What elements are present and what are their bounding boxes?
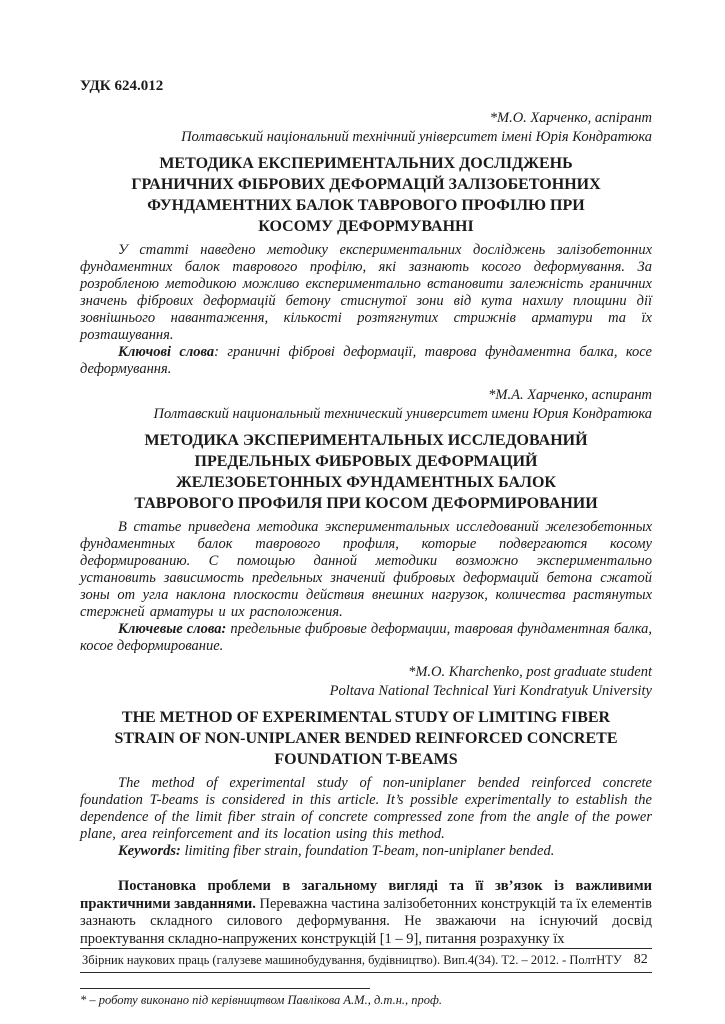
ua-author-line: *М.О. Харченко, аспірант — [489, 110, 652, 126]
journal-footer-bar — [80, 948, 652, 973]
footnote-area — [80, 988, 652, 1008]
en-author-line: *M.O. Kharchenko, post graduate student — [408, 664, 652, 680]
ua-title-line: МЕТОДИКА ЕКСПЕРИМЕНТАЛЬНИХ ДОСЛІДЖЕНЬ — [159, 155, 573, 172]
en-title-line: FOUNDATION T-BEAMS — [274, 751, 458, 768]
udc-code: УДК 624.012 — [80, 78, 164, 94]
ua-keywords-text: : граничні фіброві деформації, таврова фундаментна балка, косе деформування. — [80, 344, 652, 377]
footer-page-number: 82 — [633, 952, 648, 967]
footnote-text: * – роботу виконано під керівництвом Павлікова А.М., д.т.н., проф. — [80, 993, 443, 1007]
body-lead-bold: Постановка проблеми в загальному вигляді та її зв’язок із важливими практичними завданнями. — [80, 878, 652, 912]
body-paragraph — [80, 878, 652, 948]
ru-title-line: ТАВРОВОГО ПРОФИЛЯ ПРИ КОСОМ ДЕФОРМИРОВАНИИ — [134, 495, 598, 512]
ru-title-line: ПРЕДЕЛЬНЫХ ФИБРОВЫХ ДЕФОРМАЦИЙ — [194, 453, 538, 470]
ru-title-line: МЕТОДИКА ЭКСПЕРИМЕНТАЛЬНЫХ ИССЛЕДОВАНИЙ — [144, 432, 588, 449]
ru-affiliation-line: Полтавский национальный технический университет имени Юрия Кондратюка — [153, 406, 652, 422]
footer-journal-label: Збірник наукових праць (галузеве машинобудування, будівництво). Вип.4(34). Т2. – 2012. - ПолтНТУ — [82, 952, 622, 967]
page-bottom-group — [80, 948, 652, 1008]
ua-abstract: У статті наведено методику експериментальних досліджень залізобетонних фундаментних балок таврового профілю, які зазнають косого деформування. За розробленою методикою можливо експериментально встановити залежність граничних значень фібрових деформацій бетону стиснутої зони від кута нахилу площини дії зовнішнього навантаження, кількості розтягнутих стрижнів арматури та їх розташування. — [80, 242, 652, 343]
en-byline — [80, 663, 652, 701]
ru-keywords-text: предельные фибровые деформации, тавровая фундаментная балка, косое деформирование. — [80, 621, 652, 654]
en-title-line: STRAIN OF NON-UNIPLANER BENDED REINFORCED CONCRETE — [114, 730, 618, 747]
en-affiliation-line: Poltava National Technical Yuri Kondratyuk University — [329, 683, 652, 699]
ua-keywords — [80, 344, 652, 378]
ua-title-line: ГРАНИЧНИХ ФІБРОВИХ ДЕФОРМАЦІЙ ЗАЛІЗОБЕТОННИХ — [131, 176, 601, 193]
en-keywords — [80, 843, 652, 860]
ua-keywords-label: Ключові слова — [118, 344, 215, 360]
ua-title — [80, 153, 652, 237]
ru-byline — [80, 386, 652, 424]
ua-affiliation-line: Полтавський національний технічний університет імені Юрія Кондратюка — [181, 129, 652, 145]
en-keywords-label: Keywords: — [118, 843, 181, 859]
ru-abstract: В статье приведена методика экспериментальных исследований железобетонных фундаментных балок таврового профиля, которые подвергаются косому деформированию. С помощью данной методики возможно экспериментально установить зависимость предельных значений фибровых деформаций бетона сжатой зоны от угла наклона плоскости действия внешних нагрузок, количества растянутых стержней арматуры и их расположения. — [80, 519, 652, 620]
ru-keywords — [80, 621, 652, 655]
en-abstract: The method of experimental study of non-uniplaner bended reinforced concrete foundation T-beams is considered in this article. It’s possible experimentally to establish the dependence of the limit fiber strain of concrete compressed zone from the angle of the power plane, area reinforcement and its location using this method. — [80, 775, 652, 842]
ru-title — [80, 430, 652, 514]
ua-byline — [80, 109, 652, 147]
ru-keywords-label: Ключевые слова: — [118, 621, 227, 637]
footnote-separator — [80, 988, 370, 989]
body-text: Переважна частина залізобетонних конструкцій та їх елементів зазнають складного силового деформування. Не зважаючи на існуючий досвід проектування складно-напружених конструкцій [1 – 9], питання розрахунку їх — [80, 895, 652, 947]
en-title — [80, 707, 652, 770]
en-keywords-text: limiting fiber strain, foundation T-beam, non-uniplaner bended. — [180, 843, 555, 859]
ru-title-line: ЖЕЛЕЗОБЕТОННЫХ ФУНДАМЕНТНЫХ БАЛОК — [175, 474, 557, 491]
ru-author-line: *М.А. Харченко, аспирант — [488, 387, 652, 403]
ua-title-line: КОСОМУ ДЕФОРМУВАННІ — [258, 218, 474, 235]
ua-title-line: ФУНДАМЕНТНИХ БАЛОК ТАВРОВОГО ПРОФІЛЮ ПРИ — [147, 197, 585, 214]
en-title-line: THE METHOD OF EXPERIMENTAL STUDY OF LIMITING FIBER — [121, 709, 611, 726]
